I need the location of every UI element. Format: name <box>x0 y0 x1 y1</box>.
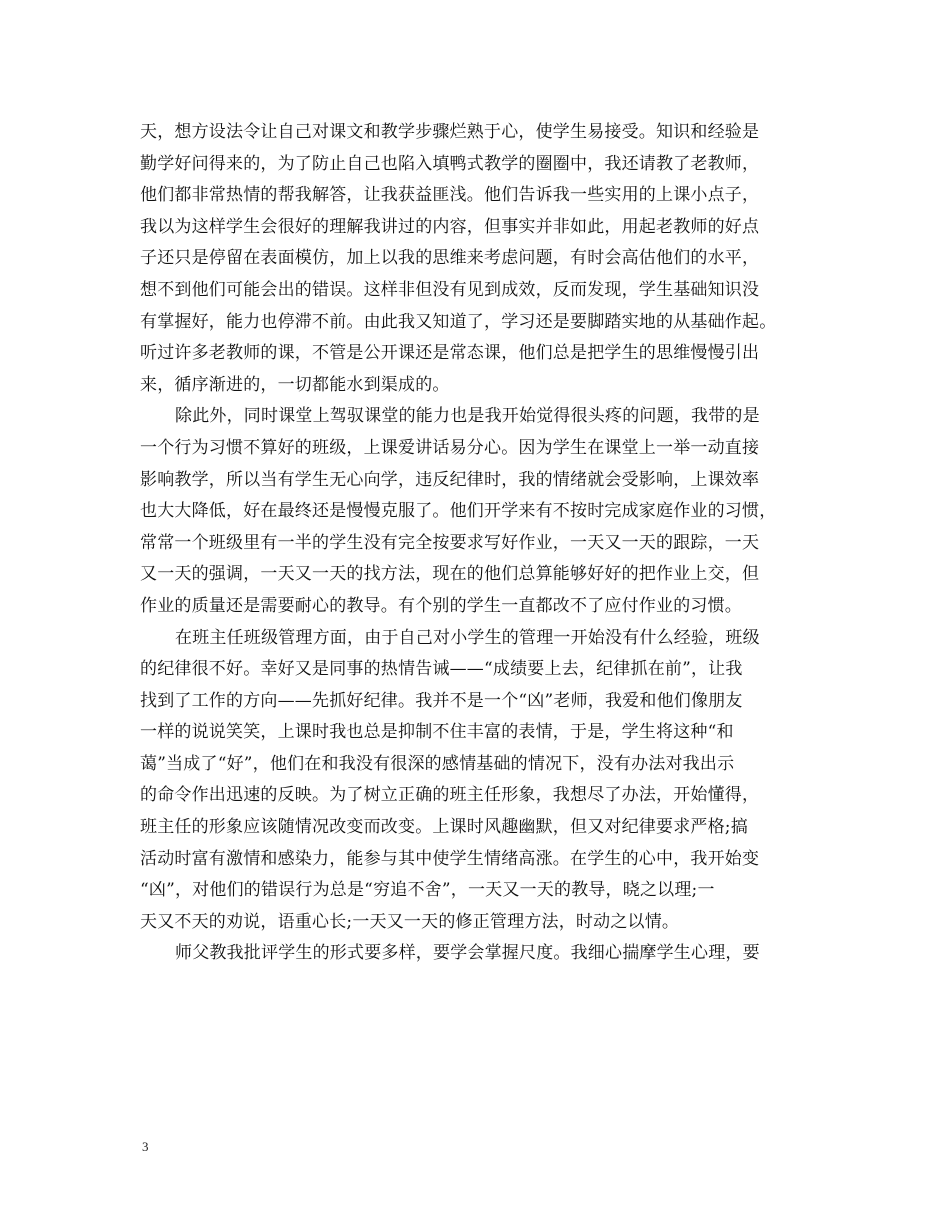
text-line: 我以为这样学生会很好的理解我讲过的内容，但事实并非如此，用起老教师的好点 <box>140 216 760 237</box>
paragraph-first-line: 师父教我批评学生的形式要多样，要学会掌握尺度。我细心揣摩学生心理，要 <box>175 943 760 964</box>
text-line: 又一天的强调，一天又一天的找方法，现在的他们总算能够好好的把作业上交，但 <box>140 564 760 585</box>
body-text <box>140 117 840 970</box>
text-line: 勤学好问得来的，为了防止自己也陷入填鸭式教学的圈圈中，我还请教了老教师， <box>140 153 760 174</box>
text-line: 影响教学，所以当有学生无心向学，违反纪律时，我的情绪就会受影响，上课效率 <box>140 469 760 490</box>
text-line: 天又不天的劝说，语重心长;一天又一天的修正管理方法，时动之以情。 <box>140 911 680 932</box>
paragraph-first-line: 在班主任班级管理方面，由于自己对小学生的管理一开始没有什么经验，班级 <box>175 627 760 648</box>
text-line: “凶”，对他们的错误行为总是“穷追不舍”，一天又一天的教导，晓之以理;一 <box>140 880 715 901</box>
text-line: 子还只是停留在表面模仿，加上以我的思维来考虑问题，有时会高估他们的水平， <box>140 248 760 269</box>
text-line: 常常一个班级里有一半的学生没有完全按要求写好作业，一天又一天的跟踪，一天 <box>140 532 760 553</box>
text-line: 来，循序渐进的，一切都能水到渠成的。 <box>140 374 450 395</box>
text-line: 天，想方设法令让自己对课文和教学步骤烂熟于心，使学生易接受。知识和经验是 <box>140 122 760 142</box>
text-line: 想不到他们可能会出的错误。这样非但没有见到成效，反而发现，学生基础知识没 <box>140 279 760 300</box>
text-line: 也大大降低，好在最终还是慢慢克服了。他们开学来有不按时完成家庭作业的习惯， <box>140 501 777 522</box>
text-line: 班主任的形象应该随情况改变而改变。上课时风趣幽默，但又对纪律要求严格;搞 <box>140 817 748 838</box>
text-line: 的命令作出迅速的反映。为了树立正确的班主任形象，我想尽了办法，开始懂得， <box>140 785 760 806</box>
paragraph-first-line: 除此外，同时课堂上驾驭课堂的能力也是我开始觉得很头疼的问题，我带的是 <box>175 406 760 427</box>
text-line: 听过许多老教师的课，不管是公开课还是常态课，他们总是把学生的思维慢慢引出 <box>140 343 760 364</box>
text-line: 找到了工作的方向——先抓好纪律。我并不是一个“凶”老师，我爱和他们像朋友 <box>140 690 743 711</box>
text-line: 蔼”当成了“好”，他们在和我没有很深的感情基础的情况下，没有办法对我出示 <box>140 753 735 774</box>
page-number: 3 <box>142 1139 149 1154</box>
text-line: 有掌握好，能力也停滞不前。由此我又知道了，学习还是要脚踏实地的从基础作起。 <box>140 311 777 332</box>
text-line: 作业的质量还是需要耐心的教导。有个别的学生一直都改不了应付作业的习惯。 <box>140 595 742 616</box>
text-line: 活动时富有激情和感染力，能参与其中使学生情绪高涨。在学生的心中，我开始变 <box>140 848 760 869</box>
text-line: 他们都非常热情的帮我解答，让我获益匪浅。他们告诉我一些实用的上课小点子， <box>140 185 760 206</box>
text-line: 一个行为习惯不算好的班级，上课爱讲话易分心。因为学生在课堂上一举一动直接 <box>140 437 760 458</box>
text-line: 的纪律很不好。幸好又是同事的热情告诫——“成绩要上去，纪律抓在前”，让我 <box>140 659 743 680</box>
text-line: 一样的说说笑笑，上课时我也总是抑制不住丰富的表情，于是，学生将这种“和 <box>140 722 734 743</box>
